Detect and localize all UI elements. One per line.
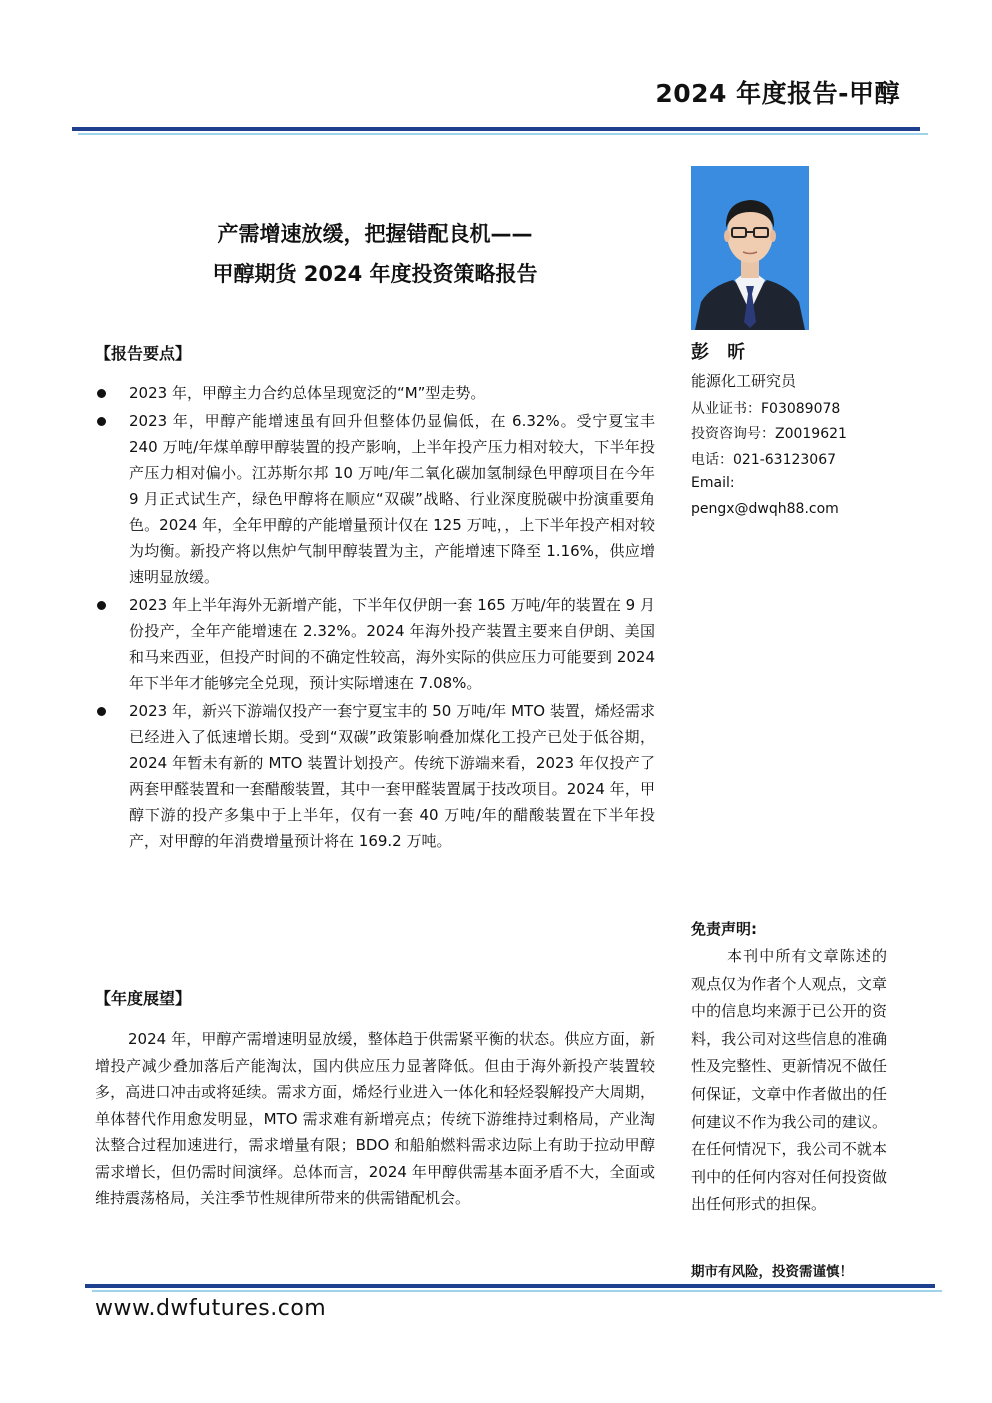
report-title-line2: 甲醇期货 2024 年度投资策略报告 — [212, 262, 538, 286]
risk-warning: 期市有风险，投资需谨慎！ — [691, 1264, 853, 1280]
author-consult-number: 投资咨询号：Z0019621 — [691, 426, 847, 442]
author-portrait-icon — [691, 166, 809, 330]
list-item: 2023 年，甲醇主力合约总体呈现宽泛的“M”型走势。 — [95, 380, 655, 406]
header-rule — [72, 127, 920, 131]
header-rule-accent — [78, 133, 928, 135]
key-points-heading: 【报告要点】 — [95, 344, 192, 363]
footer-rule-accent — [92, 1290, 942, 1292]
list-item: 2023 年上半年海外无新增产能，下半年仅伊朗一套 165 万吨/年的装置在 9 月份投产，全年产能增速在 2.32%。2024 年海外投产装置主要来自伊朗、美国和马来西亚，但投产时间的不确定性较高，海外实际的供应压力可能要到 2024 年下半年才能够完全兑现，预计实际增速在 7.08%。 — [95, 592, 655, 696]
report-title-line1: 产需增速放缓，把握错配良机—— — [217, 222, 533, 246]
key-points-list — [95, 380, 655, 856]
disclaimer-title: 免责声明: — [691, 920, 757, 938]
author-role: 能源化工研究员 — [691, 372, 797, 390]
report-title — [95, 214, 655, 294]
disclaimer-text: 本刊中所有文章陈述的观点仅为作者个人观点，文章中的信息均来源于已公开的资料，我公司对这些信息的准确性及完整性、更新情况不做任何保证，文章中作者做出的任何建议不作为我公司的建议。在任何情况下，我公司不就本刊中的任何内容对任何投资做出任何形式的担保。 — [691, 947, 887, 1214]
list-item: 2023 年，甲醇产能增速虽有回升但整体仍显偏低，在 6.32%。受宁夏宝丰 240 万吨/年煤单醇甲醇装置的投产影响，上半年投产压力相对较大，下半年投产压力相对偏小。江苏斯尔邦 10 万吨/年二氧化碳加氢制绿色甲醇项目在今年 9 月正式试生产，绿色甲醇将在顺应“双碳”战略、行业深度脱碳中扮演重要角色。2024 年，全年甲醇的产能增量预计仅在 125 万吨，，上下半年投产相对较为均衡。新投产将以焦炉气制甲醇装置为主，产能增速下降至 1.16%，供应增速明显放缓。 — [95, 408, 655, 590]
author-phone: 电话：021-63123067 — [691, 452, 837, 468]
list-item: 2023 年，新兴下游端仅投产一套宁夏宝丰的 50 万吨/年 MTO 装置，烯烃需求已经进入了低速增长期。受到“双碳”政策影响叠加煤化工投产已处于低谷期，2024 年暂未有新的 MTO 装置计划投产。传统下游端来看，2023 年仅投产了两套甲醛装置和一套醋酸装置，其中一套甲醛装置属于技改项目。2024 年，甲醇下游的投产多集中于上半年，仅有一套 40 万吨/年的醋酸装置在下半年投产，对甲醇的年消费增量预计将在 169.2 万吨。 — [95, 698, 655, 854]
author-email-label: Email: — [691, 475, 735, 491]
report-header-title: 2024 年度报告-甲醇 — [655, 79, 900, 108]
author-photo — [691, 166, 809, 330]
author-email[interactable]: pengx@dwqh88.com — [691, 501, 839, 517]
author-license: 从业证书：F03089078 — [691, 401, 841, 417]
outlook-paragraph: 2024 年，甲醇产需增速明显放缓，整体趋于供需紧平衡的状态。供应方面，新增投产减少叠加落后产能淘汰，国内供应压力显著降低。但由于海外新投产装置较多，高进口冲击或将延续。需求方面，烯烃行业进入一体化和轻烃裂解投产大周期，单体替代作用愈发明显，MTO 需求难有新增亮点；传统下游维持过剩格局，产业淘汰整合过程加速进行，需求增量有限；BDO 和船舶燃料需求边际上有助于拉动甲醇需求增长，但仍需时间演绎。总体而言，2024 年甲醇供需基本面矛盾不大，全面或维持震荡格局，关注季节性规律所带来的供需错配机会。 — [95, 1030, 655, 1207]
footer-rule — [85, 1284, 935, 1288]
author-name: 彭 昕 — [691, 342, 752, 363]
footer-website-link[interactable]: www.dwfutures.com — [95, 1296, 327, 1321]
outlook-heading: 【年度展望】 — [95, 989, 192, 1008]
